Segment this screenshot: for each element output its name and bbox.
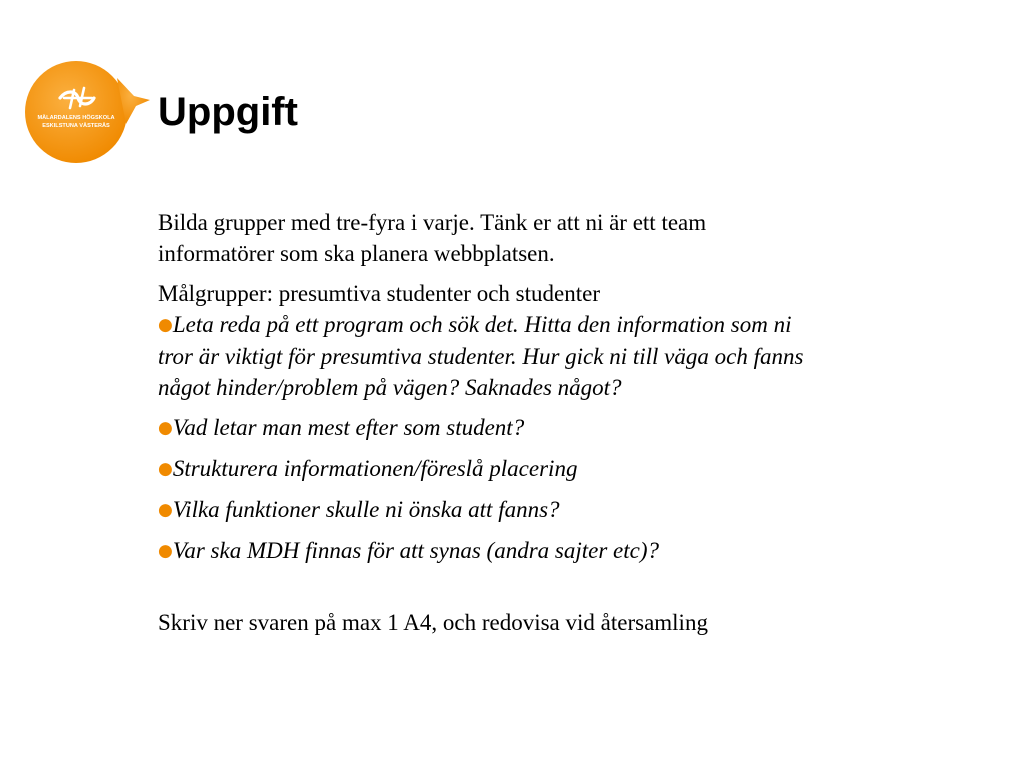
bullet-icon: ● bbox=[158, 500, 173, 520]
target-groups-paragraph: Målgrupper: presumtiva studenter och studenter bbox=[158, 281, 600, 306]
bullet-icon: ● bbox=[158, 459, 173, 479]
task-item bbox=[158, 494, 818, 526]
task-text: Var ska MDH finnas för att synas (andra sajter etc)? bbox=[172, 538, 660, 563]
task-item bbox=[158, 309, 818, 403]
logo-line-2: ESKILSTUNA VÄSTERÅS bbox=[42, 123, 110, 129]
task-item bbox=[158, 453, 818, 485]
slide-title: Uppgift bbox=[158, 90, 298, 134]
mdh-logo-badge bbox=[22, 58, 158, 166]
slide-body bbox=[158, 207, 818, 638]
task-list bbox=[158, 309, 818, 567]
task-text: Vilka funktioner skulle ni önska att fanns? bbox=[172, 497, 560, 522]
bullet-icon: ● bbox=[158, 418, 173, 438]
bullet-icon: ● bbox=[158, 541, 173, 561]
task-item bbox=[158, 412, 818, 444]
bullet-icon: ● bbox=[158, 315, 173, 335]
logo-line-1: MÄLARDALENS HÖGSKOLA bbox=[37, 115, 115, 121]
task-text: Leta reda på ett program och sök det. Hitta den information som ni tror är viktigt för presumtiva studenter. Hur gick ni till väga och fanns något hinder/problem på vägen? Saknades något? bbox=[158, 312, 804, 400]
closing-paragraph: Skriv ner svaren på max 1 A4, och redovisa vid återsamling bbox=[158, 610, 708, 635]
task-text: Vad letar man mest efter som student? bbox=[172, 415, 525, 440]
task-item bbox=[158, 535, 818, 567]
mdh-logo bbox=[22, 58, 158, 166]
intro-paragraph: Bilda grupper med tre-fyra i varje. Tänk er att ni är ett team informatörer som ska planera webbplatsen. bbox=[158, 210, 707, 266]
task-text: Strukturera informationen/föreslå placering bbox=[172, 456, 578, 481]
